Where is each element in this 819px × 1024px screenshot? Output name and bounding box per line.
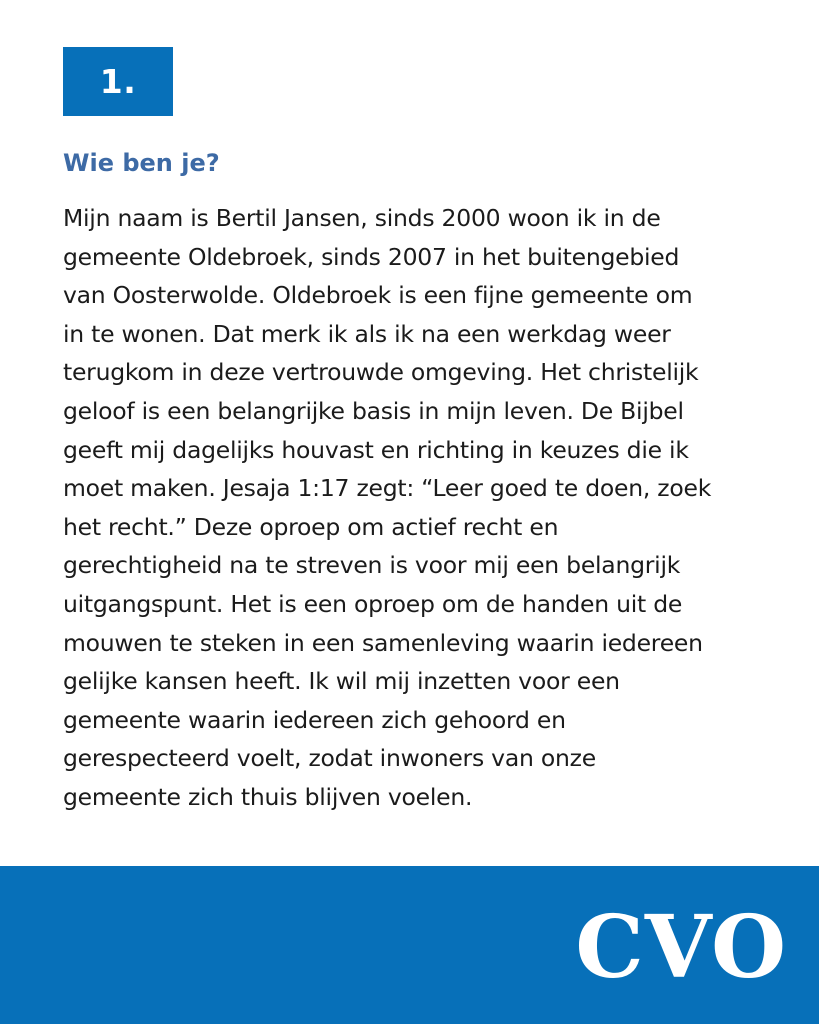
answer-line: geeft mij dagelijks houvast en richting in keuzes die ik <box>63 435 689 464</box>
answer-line: van Oosterwolde. Oldebroek is een fijne gemeente om <box>63 281 693 310</box>
answer-line: geloof is een belangrijke basis in mijn leven. De Bijbel <box>63 396 684 425</box>
answer-line: gerechtigheid na te streven is voor mij een belangrijk <box>63 551 681 580</box>
answer-line: gelijke kansen heeft. Ik wil mij inzetten voor een <box>63 667 620 696</box>
answer-paragraph <box>63 199 803 817</box>
answer-line: gemeente Oldebroek, sinds 2007 in het buitengebied <box>63 242 680 271</box>
answer-line: uitgangspunt. Het is een oproep om de handen uit de <box>63 589 683 618</box>
answer-line: terugkom in deze vertrouwde omgeving. Het christelijk <box>63 358 699 387</box>
answer-line: in te wonen. Dat merk ik als ik na een werkdag weer <box>63 319 671 348</box>
number-badge: 1. <box>63 47 173 116</box>
answer-line: moet maken. Jesaja 1:17 zegt: “Leer goed te doen, zoek <box>63 474 712 503</box>
cvo-logo: CVO <box>575 897 787 998</box>
answer-line: mouwen te steken in een samenleving waarin iedereen <box>63 628 703 657</box>
answer-line: Mijn naam is Bertil Jansen, sinds 2000 woon ik in de <box>63 204 661 232</box>
answer-line: gemeente zich thuis blijven voelen. <box>63 782 473 811</box>
answer-line: gerespecteerd voelt, zodat inwoners van onze <box>63 744 596 773</box>
answer-line: het recht.” Deze oproep om actief recht en <box>63 512 559 541</box>
answer-line: gemeente waarin iedereen zich gehoord en <box>63 705 566 734</box>
question-heading: Wie ben je? <box>63 149 220 177</box>
